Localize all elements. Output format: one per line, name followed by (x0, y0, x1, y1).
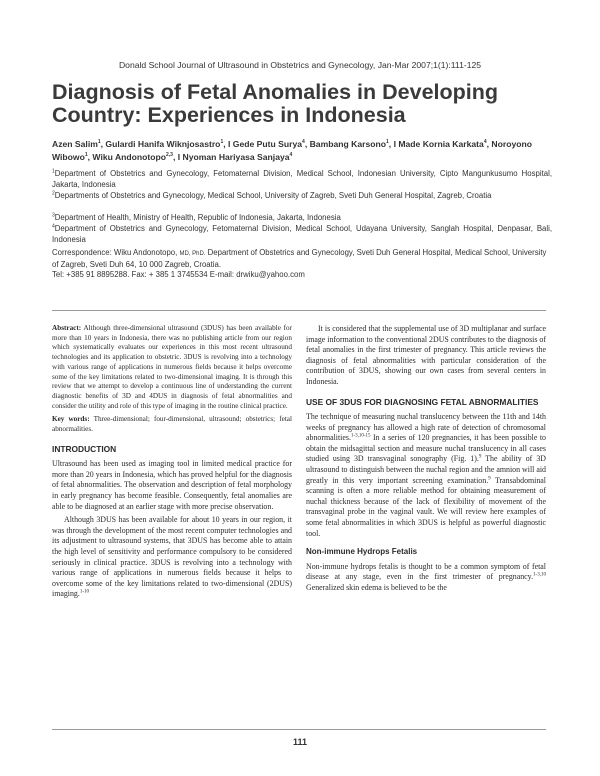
author: Bambang Karsono$^1$ (309, 139, 389, 149)
author: Gulardi Hanifa Wiknjosastro$^1$ (105, 139, 224, 149)
affiliation: $^2$Departments of Obstetrics and Gynecology, Medical School, University of Zagreb, Sveti Duh General Hospital, Zagreb, Croatia (52, 190, 492, 200)
affiliation: $^4$Department of Obstetrics and Gynecology, Fetomaternal Division, Medical School, Udayana University, Sanglah Hospital, Denpasar, Bali, Indonesia (52, 223, 552, 244)
author: I Made Kornia Karkata$^4$ (393, 139, 487, 149)
journal-header: Donald School Journal of Ultrasound in Obstetrics and Gynecology, Jan-Mar 2007;1(1):111-125 (118, 60, 482, 70)
section-paragraph: Non-immune hydrops fetalis is thought to be a common symptom of fetal disease at any stage, even in the first trimester of pregnancy.$^{1-3,10}$ Generalized skin edema is believed to be the (306, 561, 546, 592)
left-column (52, 324, 292, 603)
intro-paragraph: It is considered that the supplemental use of 3D multiplanar and surface image information to the conventional 2DUS contributes to the diagnosis of fetal anomalies in the first trimester of pregnancy. This article reviews the diagnosis of fetal abnormalities with particular consideration of the contribution of 3DUS, showing our own cases from several centers in Indonesia. (306, 324, 546, 386)
section-heading-3dus: USE OF 3DUS FOR DIAGNOSING FETAL ABNORMALITIES (306, 396, 539, 407)
author: I Gede Putu Surya$^4$ (228, 139, 305, 149)
intro-paragraph: Ultrasound has been used as imaging tool in limited medical practice for more than 20 years in Indonesia, which has proved helpful for the diagnosis of fetal abnormalities. The observation and description of fetal morphology in early pregnancy has become feasible. Consequently, fetal anomalies are able to be diagnosed at an earlier stage with more precise observation. (52, 459, 292, 511)
introduction-heading: INTRODUCTION (52, 443, 117, 454)
right-column (306, 324, 546, 597)
correspondence: Correspondence: Wiku Andonotopo, MD, PhD. Department of Obstetrics and Gynecology, Sveti Duh General Hospital, Medical School, University of Zagreb, Sveti Duh 64, 10 000 Zagreb, Croatia. Tel: +385 91 8895288. Fax: + 385 1 3745534 E-mail: drwiku@yahoo.com (52, 248, 547, 279)
keywords: Key words: Three-dimensional; four-dimensional, ultrasound; obstetrics; fetal abnormalities. (52, 415, 292, 434)
author: Wiku Andonotopo$^{2,3}$ (92, 151, 173, 162)
affiliation: $^1$Department of Obstetrics and Gynecology, Fetomaternal Division, Medical School, Indonesian University, Cipto Mangunkusumo Hospital, Jakarta, Indonesia (52, 168, 552, 189)
section-paragraph: The technique of measuring nuchal translucency between the 11th and 14th weeks of pregnancy has allowed a high rate of detection of chromosomal abnormalities.$^{1-3,10-15}$ In a series of 120 pregnancies, it has been possible to obtain the midsagittal section and measure nuchal translucency in all cases studied using 3D transvaginal sonography (Fig. 1).$^9$ The ability of 3D ultrasound to distinguish between the nuchal region and the amnion will aid greatly in this very important screening examination.$^9$ Transabdominal scanning is often a more reliable method for obtaining measurement of nuchal thickness because of the lack of flexibility of movement of the transvaginal probe in the vaginal vault. We will review here examples of some fetal abnormalities in which 3DUS is helpful as powerful diagnostic tool. (306, 412, 546, 538)
header-divider (52, 310, 546, 311)
article-title: Diagnosis of Fetal Anomalies in Developing Country: Experiences in Indonesia (52, 80, 498, 127)
author: Azen Salim$^1$ (52, 139, 101, 149)
contact-info: Tel: +385 91 8895288. Fax: + 385 1 3745534 E-mail: drwiku@yahoo.com (52, 270, 305, 279)
abstract: Abstract: Although three-dimensional ultrasound (3DUS) has been available for more than 10 years in Indonesia, there was no publishing article from our region which systematically evaluates our experiences in this most recent ultrasound technologies and its application to obstetric. 3DUS is revolving into a technology with various range of applications in numerous fields because it helps overcome some of the key limitations related to two-dimensional imaging. It is through this review that we attempt to develop a continuous line of understanding the current diagnostic benefits of 3D and 4DUS in diagnosis of fetal abnormalities and consider the utility and role of this type of imaging in the routine clinical practice. (52, 324, 292, 410)
page-number: 111 (292, 737, 308, 747)
author: Noroyono Wibowo$^1$ (52, 139, 532, 162)
author: I Nyoman Hariyasa Sanjaya$^4$ (177, 151, 293, 162)
footer-divider (52, 729, 546, 730)
subsection-heading-hydrops: Non-immune Hydrops Fetalis (306, 547, 418, 557)
intro-paragraph: Although 3DUS has been available for about 10 years in our region, it was through the development of the most recent computer technologies and its adjustment to ultrasound systems, that 3DUS has become able to attain the high level of sensitivity and performance compulsory to be considered seriously in clinical practice. 3DUS is revolving into a technology with various range of applications in numerous fields because it helps to overcome some of the key limitations related to two-dimensional (2DUS) imaging.$^{1-10}$ (52, 515, 292, 599)
affiliation: $^3$Department of Health, Ministry of Health, Republic of Indonesia, Jakarta, Indonesia (52, 212, 341, 222)
author-list: Azen Salim$^1$, Gulardi Hanifa Wiknjosastro$^1$, I Gede Putu Surya$^4$, Bambang Karsono$^1$, I Made Kornia Karkata$^4$, Noroyono Wibowo$^1$, Wiku Andonotopo$^{2,3}$, I Nyoman Hariyasa Sanjaya$^4$ (52, 139, 532, 162)
